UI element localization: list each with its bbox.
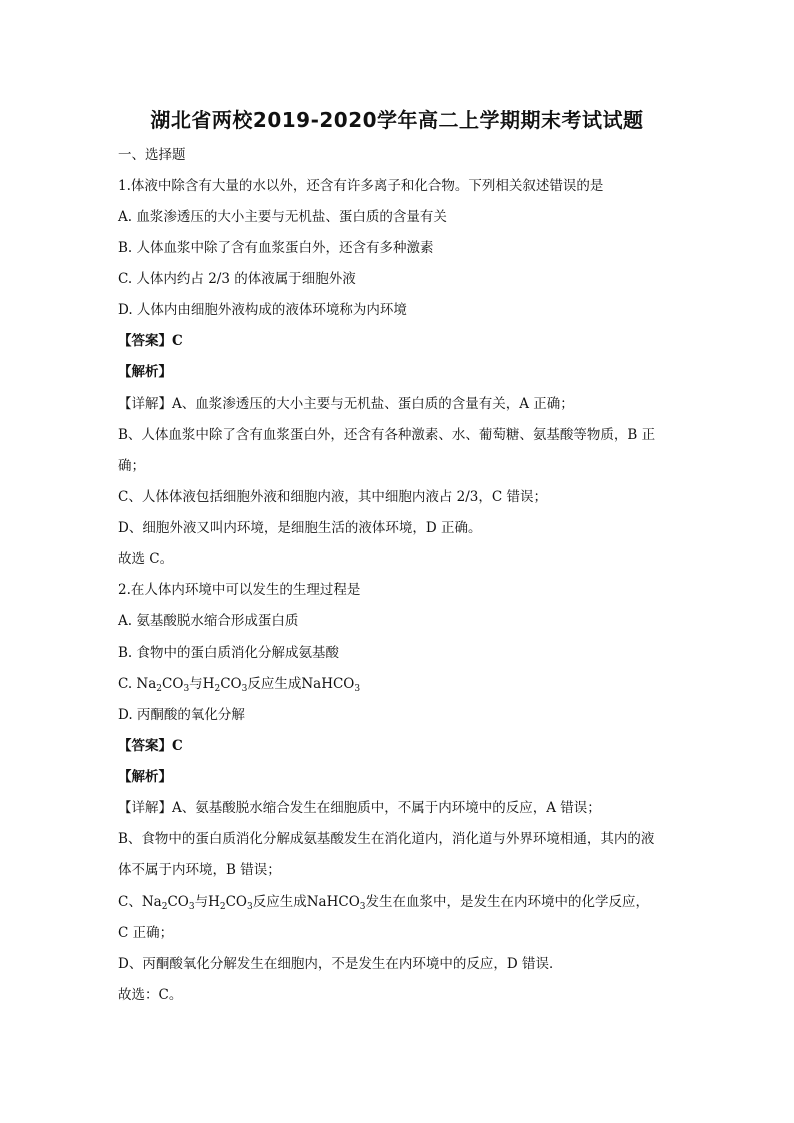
q1-option-b: B. 人体血浆中除了含有血浆蛋白外，还含有多种激素: [118, 240, 434, 256]
q2-detail-a: 【详解】A、氨基酸脱水缩合发生在细胞质中，不属于内环境中的反应，A 错误；: [118, 800, 601, 816]
q2-conclusion: 故选：C。: [118, 987, 183, 1003]
q2-analysis-heading: 【解析】: [118, 769, 172, 785]
q1-answer: 【答案】C: [118, 333, 183, 349]
q1-analysis-heading: 【解析】: [118, 364, 172, 380]
q1-conclusion: 故选 C。: [118, 551, 174, 567]
q2-option-c: C. $Na_2CO_3$与$H_2CO_3$反应生成NaHCO$_3$: [118, 676, 361, 694]
q1-detail-d: D、细胞外液又叫内环境，是细胞生活的液体环境，D 正确。: [118, 520, 482, 536]
q2-option-d: D. 丙酮酸的氧化分解: [118, 707, 245, 723]
q1-option-c: C. 人体内约占 2/3 的体液属于细胞外液: [118, 271, 356, 287]
q1-detail-a: 【详解】A、血浆渗透压的大小主要与无机盐、蛋白质的含量有关，A 正确；: [118, 396, 574, 412]
q2-option-b: B. 食物中的蛋白质消化分解成氨基酸: [118, 645, 340, 661]
q2-answer: 【答案】C: [118, 738, 183, 754]
q2-detail-c: C、$Na_2CO_3$与$H_2CO_3$反应生成NaHCO$_3$发生在血浆中，是发生在内环境中的化学反应，: [118, 894, 649, 912]
q1-detail-b: B、人体血浆中除了含有血浆蛋白外，还含有各种激素、水、葡萄糖、氨基酸等物质，B 正: [118, 427, 656, 443]
q2-detail-b: B、食物中的蛋白质消化分解成氨基酸发生在消化道内，消化道与外界环境相通，其内的液: [118, 831, 655, 847]
q1-detail-c: C、人体体液包括细胞外液和细胞内液，其中细胞内液占 2/3，C 错误；: [118, 489, 547, 505]
q2-detail-b-cont: 体不属于内环境，B 错误；: [118, 862, 281, 878]
q2-detail-d: D、丙酮酸氧化分解发生在细胞内，不是发生在内环境中的反应，D 错误．: [118, 956, 563, 972]
q2-option-a: A. 氨基酸脱水缩合形成蛋白质: [118, 613, 299, 629]
q2-stem: 2.在人体内环境中可以发生的生理过程是: [118, 582, 361, 598]
q1-option-a: A. 血浆渗透压的大小主要与无机盐、蛋白质的含量有关: [118, 209, 447, 225]
q1-stem: 1.体液中除含有大量的水以外，还含有许多离子和化合物。下列相关叙述错误的是: [118, 178, 604, 194]
page-title: 湖北省两校2019-2020学年高二上学期期末考试试题: [150, 108, 644, 132]
q1-option-d: D. 人体内由细胞外液构成的液体环境称为内环境: [118, 302, 407, 318]
section-heading: 一、选择题: [118, 147, 186, 163]
q1-detail-b-cont: 确；: [118, 458, 145, 474]
q2-detail-c-cont: C 正确；: [118, 925, 174, 941]
